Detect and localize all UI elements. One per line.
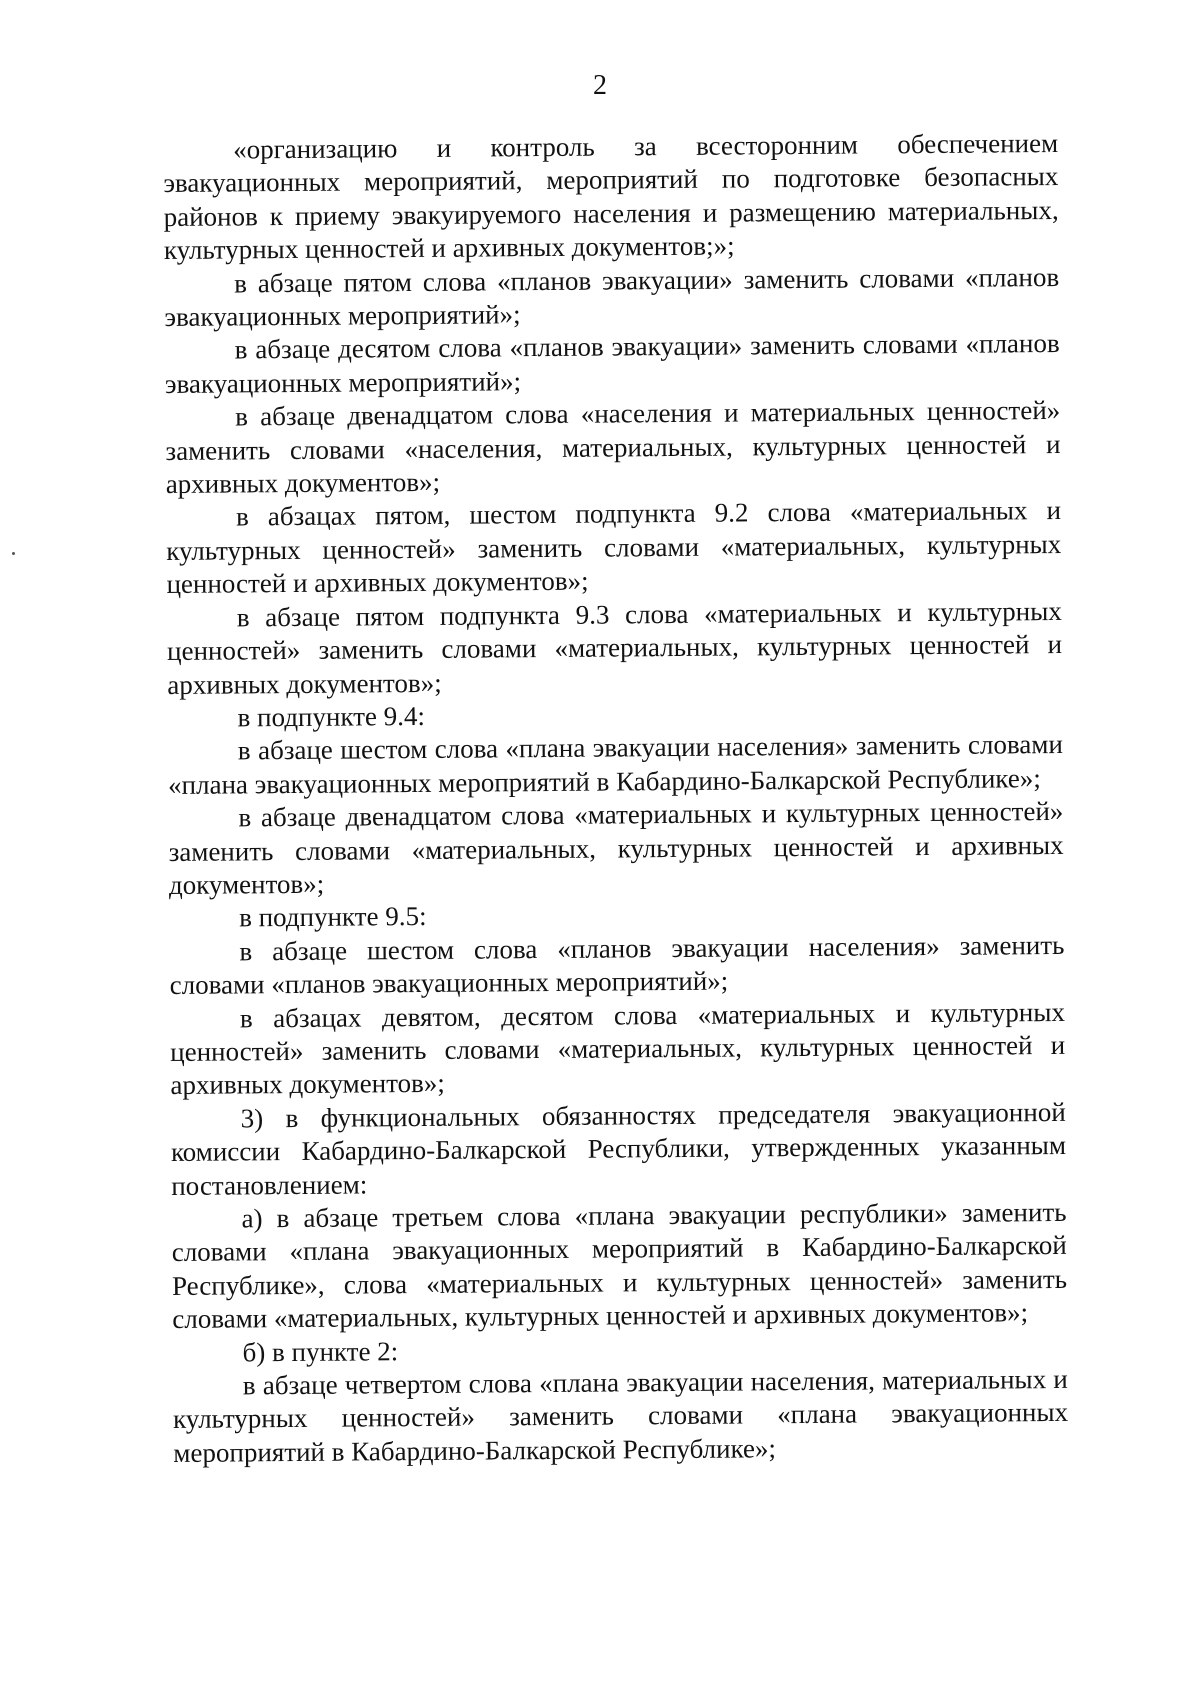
paragraph: б) в пункте 2: xyxy=(242,1335,399,1368)
paragraph: в абзаце пятом подпункта 9.3 слова «материальных и культурных ценностей» заменить словами «материальных, культурных ценностей и архивных документов»; xyxy=(166,595,1063,700)
paragraph: в абзаце десятом слова «планов эвакуации» заменить словами «планов эвакуационных мероприятий»; xyxy=(164,328,1060,399)
paragraph: в абзаце шестом слова «планов эвакуации населения» заменить словами «планов эвакуационных мероприятий»; xyxy=(169,929,1065,1001)
paragraph: в абзаце двенадцатом слова «населения и материальных ценностей» заменить словами «населения, материальных, культурных ценностей и архивных документов»; xyxy=(165,395,1061,500)
paragraph: в абзацах пятом, шестом подпункта 9.2 слова «материальных и культурных ценностей» заменить словами «материальных, культурных ценностей и архивных документов»; xyxy=(166,495,1062,600)
paragraph: в абзаце шестом слова «плана эвакуации населения» заменить словами «плана эвакуационных мероприятий в Кабардино-Балкарской Республике»; xyxy=(167,729,1063,800)
paragraph: в абзаце пятом слова «планов эвакуации» заменить словами «планов эвакуационных мероприятий»; xyxy=(164,261,1060,333)
page-number: 2 xyxy=(593,70,607,101)
document-body xyxy=(163,127,1068,1470)
scan-dot xyxy=(12,552,15,555)
paragraph: 3) в функциональных обязанностях председателя эвакуационной комиссии Кабардино-Балкарской Республики, утвержденных указанным постановлением: xyxy=(170,1096,1067,1201)
paragraph: в абзацах девятом, десятом слова «материальных и культурных ценностей» заменить словами «материальных, культурных ценностей и архивных документов»; xyxy=(170,996,1066,1101)
paragraph: в подпункте 9.5: xyxy=(239,901,427,933)
paragraph: в абзаце двенадцатом слова «материальных и культурных ценностей» заменить словами «материальных, культурных ценностей и архивных документов»; xyxy=(168,796,1064,900)
paragraph: а) в абзаце третьем слова «плана эвакуации республики» заменить словами «плана эвакуационных мероприятий в Кабардино-Балкарской Республике», слова «материальных и культурных ценностей» заменить словами «материальных, культурных ценностей и архивных документов»; xyxy=(171,1196,1068,1335)
paragraph: «организацию и контроль за всесторонним обеспечением эвакуационных мероприятий, мероприятий по подготовке безопасных районов к приему эвакуируемого населения и размещению материальных, культурных ценностей и архивных документов;»; xyxy=(163,127,1059,266)
paragraph: в подпункте 9.4: xyxy=(237,700,426,733)
paragraph: в абзаце четвертом слова «плана эвакуации населения, материальных и культурных ценностей» заменить словами «плана эвакуационных мероприятий в Кабардино-Балкарской Республике»; xyxy=(172,1363,1069,1468)
